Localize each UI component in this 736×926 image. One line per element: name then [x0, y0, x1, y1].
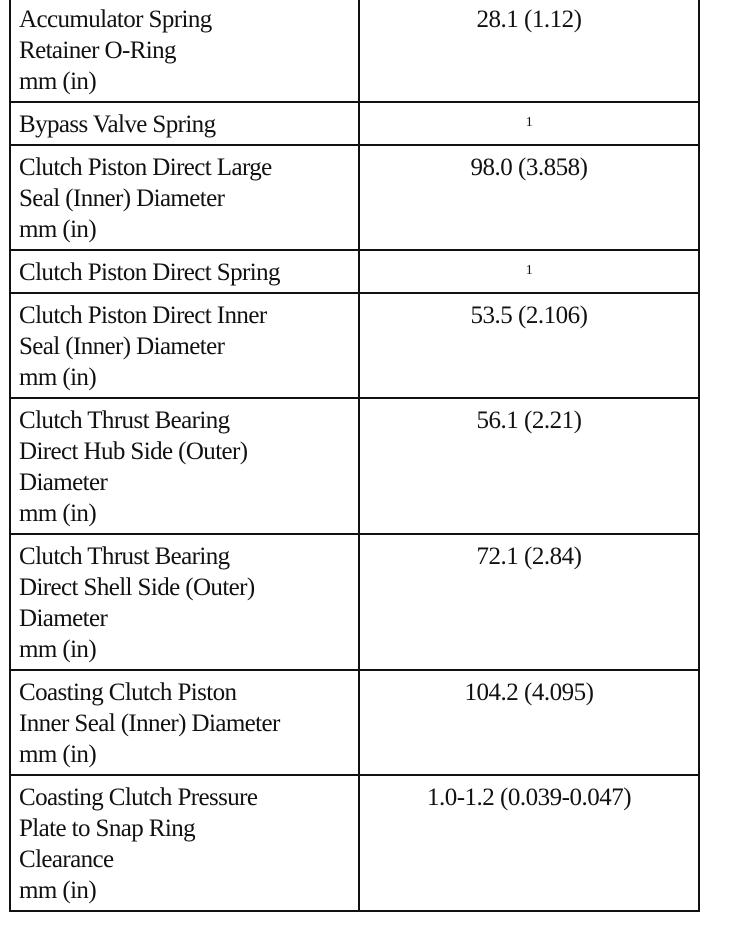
- spec-name-line: Clutch Piston Direct Large: [19, 154, 272, 181]
- spec-name-line: Coasting Clutch Pressure: [19, 784, 258, 811]
- spec-value: 53.5 (2.106): [470, 302, 588, 329]
- table-row: [10, 775, 699, 911]
- spec-name-line: Clutch Thrust Bearing: [19, 407, 230, 434]
- spec-name-line: Coasting Clutch Piston: [19, 679, 237, 706]
- spec-value-cell: [359, 670, 699, 775]
- spec-name-line: mm (in): [19, 364, 97, 391]
- spec-value: 72.1 (2.84): [476, 543, 582, 570]
- spec-name-cell: [10, 398, 359, 534]
- spec-value-cell: [359, 293, 699, 398]
- spec-name-line: mm (in): [19, 68, 97, 95]
- spec-name-line: Clutch Thrust Bearing: [19, 543, 230, 570]
- spec-name-line: Clutch Piston Direct Inner: [19, 302, 267, 329]
- spec-name-line: mm (in): [19, 500, 97, 527]
- specification-table: [9, 0, 700, 912]
- spec-value-cell: [359, 102, 699, 145]
- table-row: [10, 250, 699, 293]
- spec-name-line: mm (in): [19, 877, 97, 904]
- spec-name-line: Plate to Snap Ring: [19, 815, 196, 842]
- table-row: [10, 670, 699, 775]
- spec-name-cell: [10, 102, 359, 145]
- spec-name-line: Accumulator Spring: [19, 6, 212, 33]
- table-row: [10, 293, 699, 398]
- table-row: [10, 534, 699, 670]
- footnote-reference: 1: [525, 263, 533, 278]
- table-row: [10, 102, 699, 145]
- spec-name-line: Direct Shell Side (Outer): [19, 574, 255, 601]
- spec-name-line: Seal (Inner) Diameter: [19, 185, 225, 212]
- spec-value-cell: [359, 250, 699, 293]
- spec-name-line: Diameter: [19, 469, 108, 496]
- spec-name-cell: [10, 534, 359, 670]
- spec-name-line: Inner Seal (Inner) Diameter: [19, 710, 280, 737]
- spec-name-cell: [10, 670, 359, 775]
- spec-name-line: mm (in): [19, 741, 97, 768]
- spec-name-line: Seal (Inner) Diameter: [19, 333, 225, 360]
- spec-value: 104.2 (4.095): [464, 679, 594, 706]
- table-row: [10, 145, 699, 250]
- spec-value: 56.1 (2.21): [476, 407, 582, 434]
- spec-value: 98.0 (3.858): [470, 154, 588, 181]
- spec-value-cell: [359, 398, 699, 534]
- spec-name-cell: [10, 250, 359, 293]
- spec-name-line: Retainer O-Ring: [19, 37, 176, 64]
- spec-name-line: Diameter: [19, 605, 108, 632]
- spec-name-line: Bypass Valve Spring: [19, 111, 216, 138]
- spec-name-line: Direct Hub Side (Outer): [19, 438, 248, 465]
- spec-value: 28.1 (1.12): [476, 6, 582, 33]
- spec-value-cell: [359, 145, 699, 250]
- spec-name-line: Clutch Piston Direct Spring: [19, 259, 280, 286]
- footnote-reference: 1: [525, 115, 533, 130]
- spec-name-cell: [10, 0, 359, 102]
- spec-name-line: Clearance: [19, 846, 114, 873]
- spec-value: 1.0-1.2 (0.039-0.047): [426, 784, 632, 811]
- table-row: [10, 398, 699, 534]
- spec-value-cell: [359, 775, 699, 911]
- spec-name-cell: [10, 145, 359, 250]
- spec-name-line: mm (in): [19, 216, 97, 243]
- spec-value-cell: [359, 534, 699, 670]
- spec-name-cell: [10, 775, 359, 911]
- spec-name-cell: [10, 293, 359, 398]
- spec-name-line: mm (in): [19, 636, 97, 663]
- spec-value-cell: [359, 0, 699, 102]
- table-row: [10, 0, 699, 102]
